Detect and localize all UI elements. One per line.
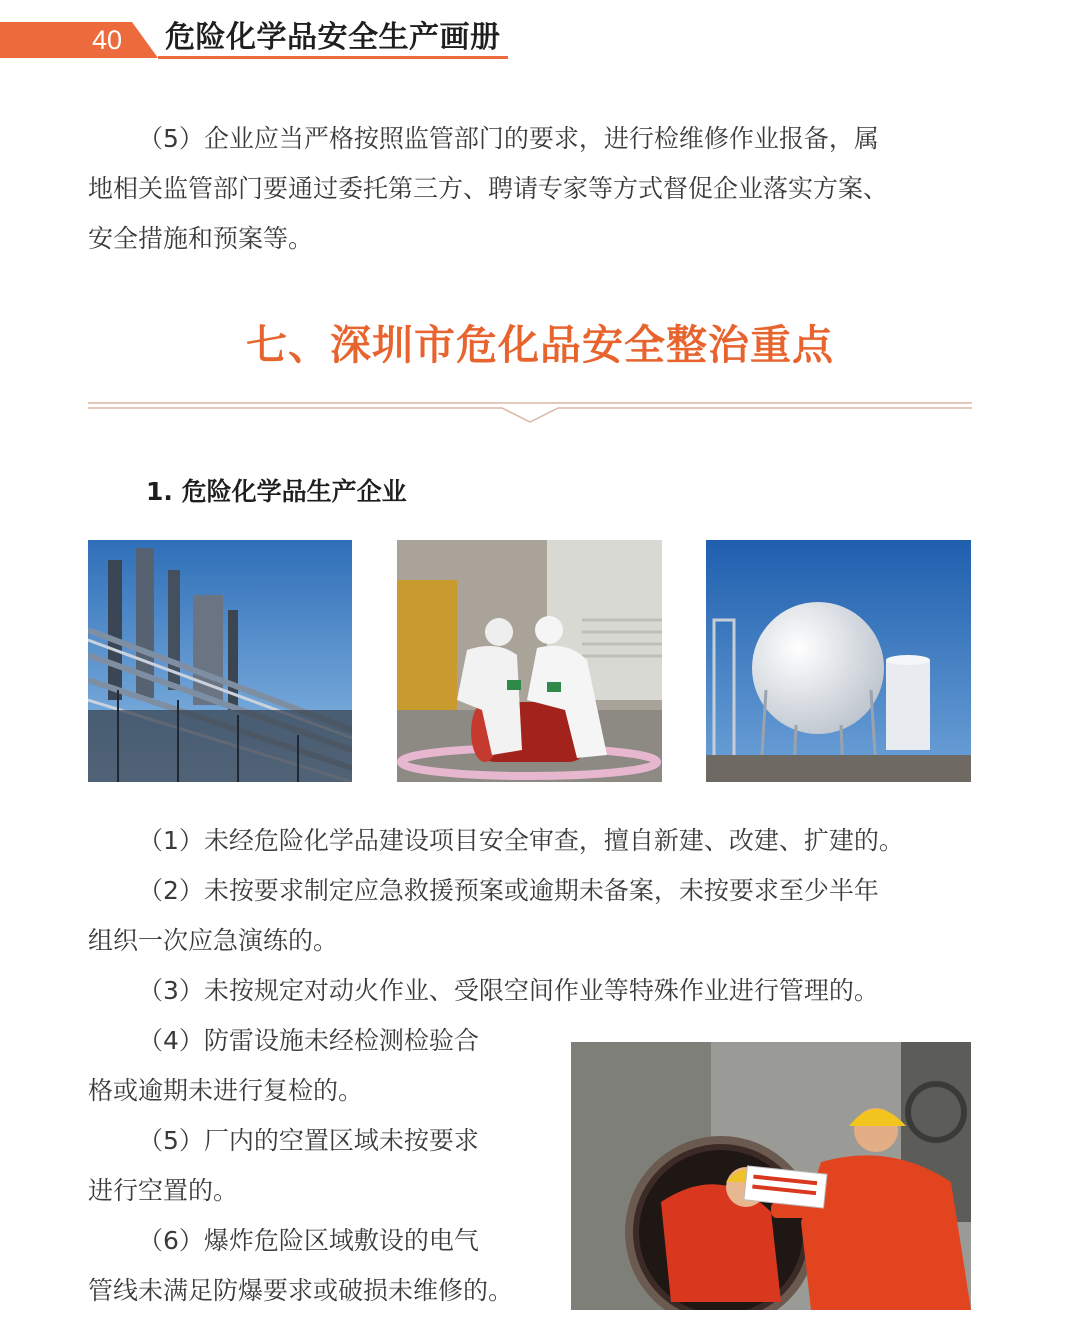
- item-5: [88, 1116, 548, 1216]
- item-2: [88, 866, 988, 966]
- refinery-photo: [88, 540, 352, 782]
- header-underline: [158, 56, 508, 59]
- item-5-line-1: （5）厂内的空置区域未按要求: [138, 1126, 479, 1155]
- storage-tank-photo: [706, 540, 971, 782]
- item-4-line-2: 格或逾期未进行复检的。: [88, 1076, 364, 1105]
- item-1-text: （1）未经危险化学品建设项目安全审查，擅自新建、改建、扩建的。: [138, 826, 904, 855]
- confined-space-photo: [571, 1042, 971, 1310]
- hazmat-workers-photo: [397, 540, 662, 782]
- intro-line-3: 安全措施和预案等。: [88, 224, 314, 253]
- item-1: [88, 816, 988, 866]
- item-2-line-2: 组织一次应急演练的。: [88, 926, 339, 955]
- item-6: [88, 1216, 558, 1316]
- intro-paragraph: [88, 114, 988, 264]
- book-title: 危险化学品安全生产画册: [165, 20, 501, 55]
- item-3-text: （3）未按规定对动火作业、受限空间作业等特殊作业进行管理的。: [138, 976, 879, 1005]
- item-6-line-1: （6）爆炸危险区域敷设的电气: [138, 1226, 479, 1255]
- item-6-line-2: 管线未满足防爆要求或破损未维修的。: [88, 1276, 514, 1305]
- intro-line-2: 地相关监管部门要通过委托第三方、聘请专家等方式督促企业落实方案、: [88, 174, 889, 203]
- item-3: [88, 966, 988, 1016]
- header-accent-bar: [0, 22, 158, 58]
- subsection-heading: 1. 危险化学品生产企业: [146, 477, 407, 506]
- section-title: 七、深圳市危化品安全整治重点: [246, 321, 834, 369]
- item-5-line-2: 进行空置的。: [88, 1176, 239, 1205]
- item-2-line-1: （2）未按要求制定应急救援预案或逾期未备案，未按要求至少半年: [138, 876, 879, 905]
- item-4: [88, 1016, 548, 1116]
- page-number: 40: [92, 25, 123, 55]
- section-divider: [88, 398, 972, 428]
- intro-line-1: （5）企业应当严格按照监管部门的要求，进行检维修作业报备，属: [138, 124, 879, 153]
- item-4-line-1: （4）防雷设施未经检测检验合: [138, 1026, 479, 1055]
- page-header: [0, 0, 520, 62]
